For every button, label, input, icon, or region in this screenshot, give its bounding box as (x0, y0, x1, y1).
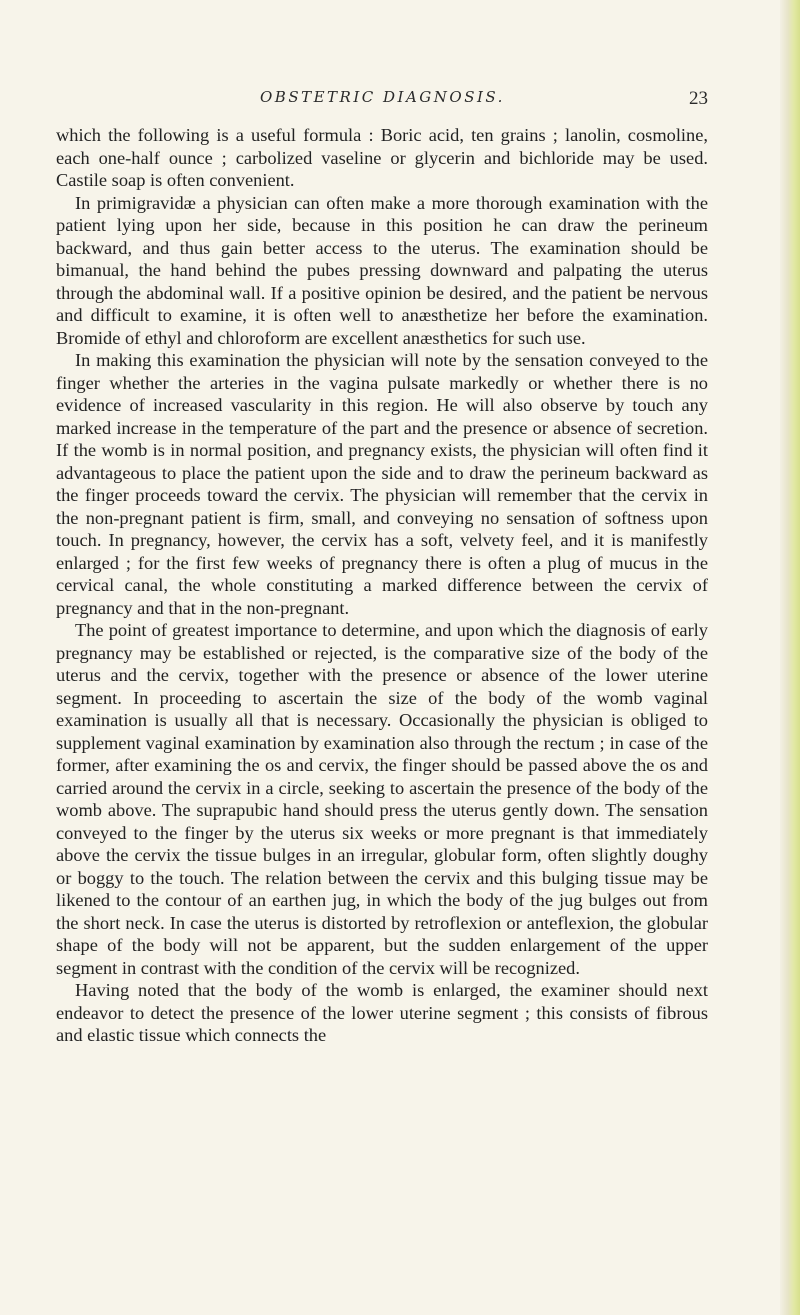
page-number: 23 (689, 88, 708, 109)
paragraph-1: which the following is a useful formula : Boric acid, ten grains ; lanolin, cosmoline, each one-half ounce ; carbolized vaseline or glycerin and bichloride may be used. Castile soap is often convenient. (56, 125, 708, 190)
body-text (56, 124, 708, 1047)
page-edge-binding (780, 0, 800, 1315)
paragraph-5: Having noted that the body of the womb is enlarged, the examiner should next endeavor to detect the presence of the lower uterine segment ; this consists of fibrous and elastic tissue which connects the (56, 980, 708, 1045)
paragraph-2: In primigravidæ a physician can often make a more thorough examination with the patient lying upon her side, because in this position he can draw the perineum backward, and thus gain better access to the uterus. The examination should be bimanual, the hand behind the pubes pressing downward and palpating the uterus through the abdominal wall. If a positive opinion be desired, and the patient be nervous and difficult to examine, it is often well to anæsthetize her before the examination. Bromide of ethyl and chloroform are excellent anæsthetics for such use. (56, 192, 708, 348)
page-header (70, 88, 710, 112)
paragraph-3: In making this examination the physician will note by the sensation conveyed to the finger whether the arteries in the vagina pulsate markedly or whether there is no evidence of increased vascularity in this region. He will also observe by touch any marked increase in the temperature of the part and the presence or absence of secretion. If the womb is in normal position, and pregnancy exists, the physician will often find it advantageous to place the patient upon the side and to draw the perineum backward as the finger proceeds toward the cervix. The physician will remember that the cervix in the non-pregnant patient is firm, small, and conveying no sensation of softness upon touch. In pregnancy, however, the cervix has a soft, velvety feel, and it is manifestly enlarged ; for the first few weeks of pregnancy there is often a plug of mucus in the cervical canal, the whole constituting a marked difference between the cervix of pregnancy and that in the non-pregnant. (56, 350, 708, 618)
paragraph-4: The point of greatest importance to determine, and upon which the diagnosis of early pregnancy may be established or rejected, is the comparative size of the body of the uterus and the cervix, together with the presence or absence of the lower uterine segment. In proceeding to ascertain the size of the body of the womb vaginal examination is usually all that is necessary. Occasionally the physician is obliged to supplement vaginal examination by examination also through the rectum ; in case of the former, after examining the os and cervix, the finger should be passed above the os and carried around the cervix in a circle, seeking to ascertain the presence of the body of the womb above. The suprapubic hand should press the uterus gently down. The sensation conveyed to the finger by the uterus six weeks or more pregnant is that immediately above the cervix the tissue bulges in an irregular, globular form, often slightly doughy or boggy to the touch. The relation between the cervix and this bulging tissue may be likened to the contour of an earthen jug, in which the body of the jug bulges out from the short neck. In case the uterus is distorted by retroflexion or anteflexion, the globular shape of the body will not be apparent, but the sudden enlargement of the upper segment in contrast with the condition of the cervix will be recognized. (56, 620, 708, 978)
running-head: OBSTETRIC DIAGNOSIS. (260, 88, 505, 106)
